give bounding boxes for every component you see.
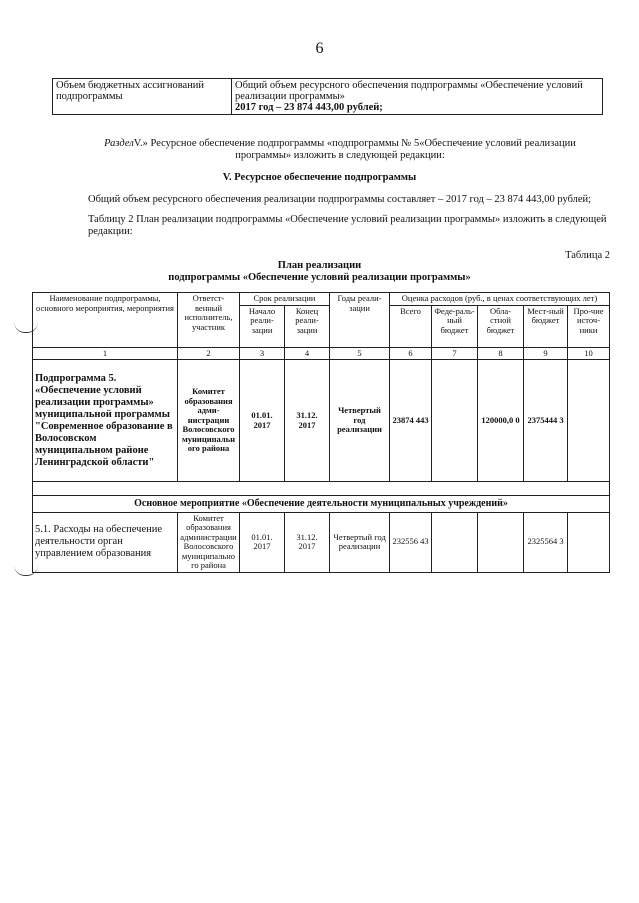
col-number: 4 (285, 347, 330, 360)
total-volume-paragraph: Общий объем ресурсного обеспечения реализации подпрограммы составляет – 2017 год – 23 874 443,00 рублей; (88, 194, 592, 205)
row1-end: 31.12. 2017 (285, 360, 330, 482)
col-number: 5 (330, 347, 390, 360)
table-row (33, 512, 610, 572)
row2-regional (478, 512, 524, 572)
row2-total: 232556 43 (390, 512, 432, 572)
budget-value-amount: 2017 год – 23 874 443,00 рублей; (235, 102, 383, 113)
col-number: 10 (568, 347, 610, 360)
header-other: Про-чие источ-ники (568, 305, 610, 347)
row1-total: 23874 443 (390, 360, 432, 482)
section-change-paragraph (80, 138, 600, 162)
plan-title: План реализации (277, 260, 362, 271)
budget-value-text: Общий объем ресурсного обеспечения подпрограммы «Обеспечение условий реализации программы» (235, 80, 583, 102)
header-federal: Феде-раль-ный бюджет (432, 305, 478, 347)
table-change-paragraph: Таблицу 2 План реализации подпрограммы «Обеспечение условий реализации программы» изложить в следующей редакции: (88, 214, 607, 237)
row2-local: 2325564 3 (524, 512, 568, 572)
section-row: Основное мероприятие «Обеспечение деятельности муниципальных учреждений» (33, 496, 610, 513)
header-regional: Обла-стной бюджет (478, 305, 524, 347)
col-number: 8 (478, 347, 524, 360)
spacer-cell (33, 482, 610, 496)
header-costs: Оценка расходов (руб., в ценах соответствующих лет) (390, 293, 610, 306)
col-number: 7 (432, 347, 478, 360)
page-number: 6 (315, 40, 324, 57)
row1-executor: Комитет образования адми-нистрации Волосовского муниципальн ого района (178, 360, 240, 482)
row2-years: Четвертый год реализации (330, 512, 390, 572)
row2-end: 31.12. 2017 (285, 512, 330, 572)
header-local: Мест-ный бюджет (524, 305, 568, 347)
row1-federal (432, 360, 478, 482)
budget-summary-table (52, 78, 603, 115)
budget-label-cell: Объем бюджетных ассигнований подпрограммы (53, 79, 232, 115)
col-number: 3 (240, 347, 285, 360)
col-number: 9 (524, 347, 568, 360)
row2-federal (432, 512, 478, 572)
header-name: Наименование подпрограммы, основного мероприятия, мероприятия (33, 293, 178, 348)
row2-start: 01.01. 2017 (240, 512, 285, 572)
section-word: Раздел (104, 138, 134, 149)
header-total: Всего (390, 305, 432, 347)
section-heading: V. Ресурсное обеспечение подпрограммы (222, 172, 417, 183)
row2-name: 5.1. Расходы на обеспечение деятельности орган управлением образования (33, 512, 178, 572)
header-start: Начало реали-зации (240, 305, 285, 347)
row1-name: Подпрограмма 5. «Обеспечение условий реализации программы» муниципальной программы "Современное образование в Волосовском муниципальном районе Ленинградской области" (33, 360, 178, 482)
col-number: 2 (178, 347, 240, 360)
row2-executor: Комитет образования администрации Волосовского муниципально го района (178, 512, 240, 572)
row1-local: 2375444 3 (524, 360, 568, 482)
row1-regional: 120000,0 0 (478, 360, 524, 482)
header-term: Срок реализации (240, 293, 330, 306)
section-change-text: V.» Ресурсное обеспечение подпрограммы «подпрограммы № 5«Обеспечение условий реализации программы» изложить в следующей редакции: (133, 138, 576, 161)
header-end: Конец реали-зации (285, 305, 330, 347)
row1-years: Четвертый год реализации (330, 360, 390, 482)
header-years: Годы реали-зации (330, 293, 390, 348)
plan-table (32, 292, 610, 573)
row2-other (568, 512, 610, 572)
row1-other (568, 360, 610, 482)
col-number: 6 (390, 347, 432, 360)
budget-value-cell (232, 79, 603, 115)
plan-subtitle: подпрограммы «Обеспечение условий реализации программы» (168, 272, 471, 283)
row1-start: 01.01. 2017 (240, 360, 285, 482)
header-executor: Ответст-венный исполнитель, участник (178, 293, 240, 348)
table-row (33, 360, 610, 482)
col-number: 1 (33, 347, 178, 360)
table-label: Таблица 2 (565, 250, 610, 261)
